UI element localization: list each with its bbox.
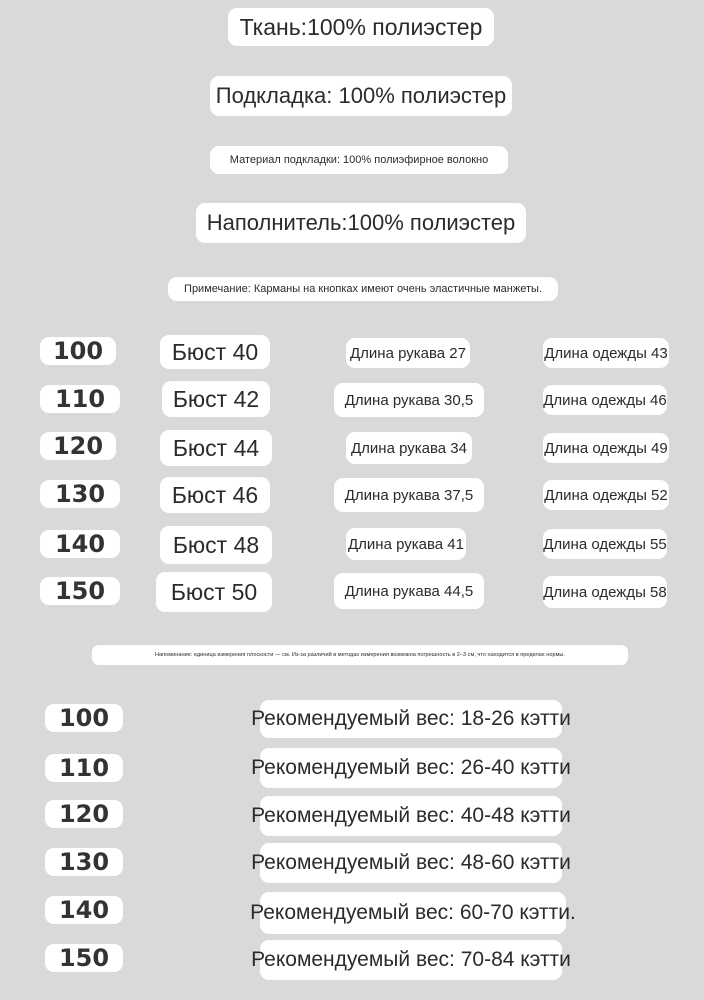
lining-label: Подкладка: 100% полиэстер (210, 76, 512, 116)
filling-label: Наполнитель:100% полиэстер (196, 203, 526, 243)
sleeve-length-cell: Длина рукава 34 (346, 432, 472, 464)
bust-cell: Бюст 46 (160, 477, 270, 513)
bust-cell: Бюст 50 (156, 572, 272, 612)
sleeve-length-cell: Длина рукава 27 (346, 338, 470, 368)
bust-cell: Бюст 44 (160, 430, 272, 466)
size-cell: 150 (40, 577, 120, 605)
sleeve-length-cell: Длина рукава 44,5 (334, 573, 484, 609)
garment-length-cell: Длина одежды 46 (543, 385, 667, 415)
garment-length-cell: Длина одежды 55 (543, 529, 667, 559)
garment-length-cell: Длина одежды 49 (543, 433, 669, 463)
bust-cell: Бюст 48 (160, 526, 272, 564)
recommended-weight-cell: Рекомендуемый вес: 40-48 кэтти (260, 796, 562, 836)
garment-length-cell: Длина одежды 43 (543, 338, 669, 368)
recommended-weight-cell: Рекомендуемый вес: 70-84 кэтти (260, 940, 562, 980)
recommended-weight-cell: Рекомендуемый вес: 26-40 кэтти (260, 748, 562, 788)
weight-size-cell: 130 (45, 848, 123, 876)
sleeve-length-cell: Длина рукава 30,5 (334, 383, 484, 417)
weight-size-cell: 150 (45, 944, 123, 972)
recommended-weight-cell: Рекомендуемый вес: 60-70 кэтти. (260, 892, 566, 934)
garment-length-cell: Длина одежды 52 (543, 480, 669, 510)
size-cell: 130 (40, 480, 120, 508)
reminder-note: Напоминание: единица измерения плоскости — см. Из-за различий в методах измерения возможна погрешность в 2–3 см, что находится в пределах нормы. (92, 645, 628, 665)
sleeve-length-cell: Длина рукава 41 (346, 528, 466, 560)
size-cell: 100 (40, 337, 116, 365)
recommended-weight-cell: Рекомендуемый вес: 18-26 кэтти (260, 700, 562, 738)
bust-cell: Бюст 40 (160, 335, 270, 369)
lining-material-label: Материал подкладки: 100% полиэфирное волокно (210, 146, 508, 174)
bust-cell: Бюст 42 (162, 381, 270, 417)
weight-size-cell: 100 (45, 704, 123, 732)
size-cell: 120 (40, 432, 116, 460)
sleeve-length-cell: Длина рукава 37,5 (334, 478, 484, 512)
recommended-weight-cell: Рекомендуемый вес: 48-60 кэтти (260, 843, 562, 883)
fabric-label: Ткань:100% полиэстер (228, 8, 494, 46)
size-cell: 140 (40, 530, 120, 558)
size-cell: 110 (40, 385, 120, 413)
garment-length-cell: Длина одежды 58 (543, 576, 667, 608)
weight-size-cell: 110 (45, 754, 123, 782)
note-label: Примечание: Карманы на кнопках имеют очень эластичные манжеты. (168, 277, 558, 301)
weight-size-cell: 120 (45, 800, 123, 828)
weight-size-cell: 140 (45, 896, 123, 924)
